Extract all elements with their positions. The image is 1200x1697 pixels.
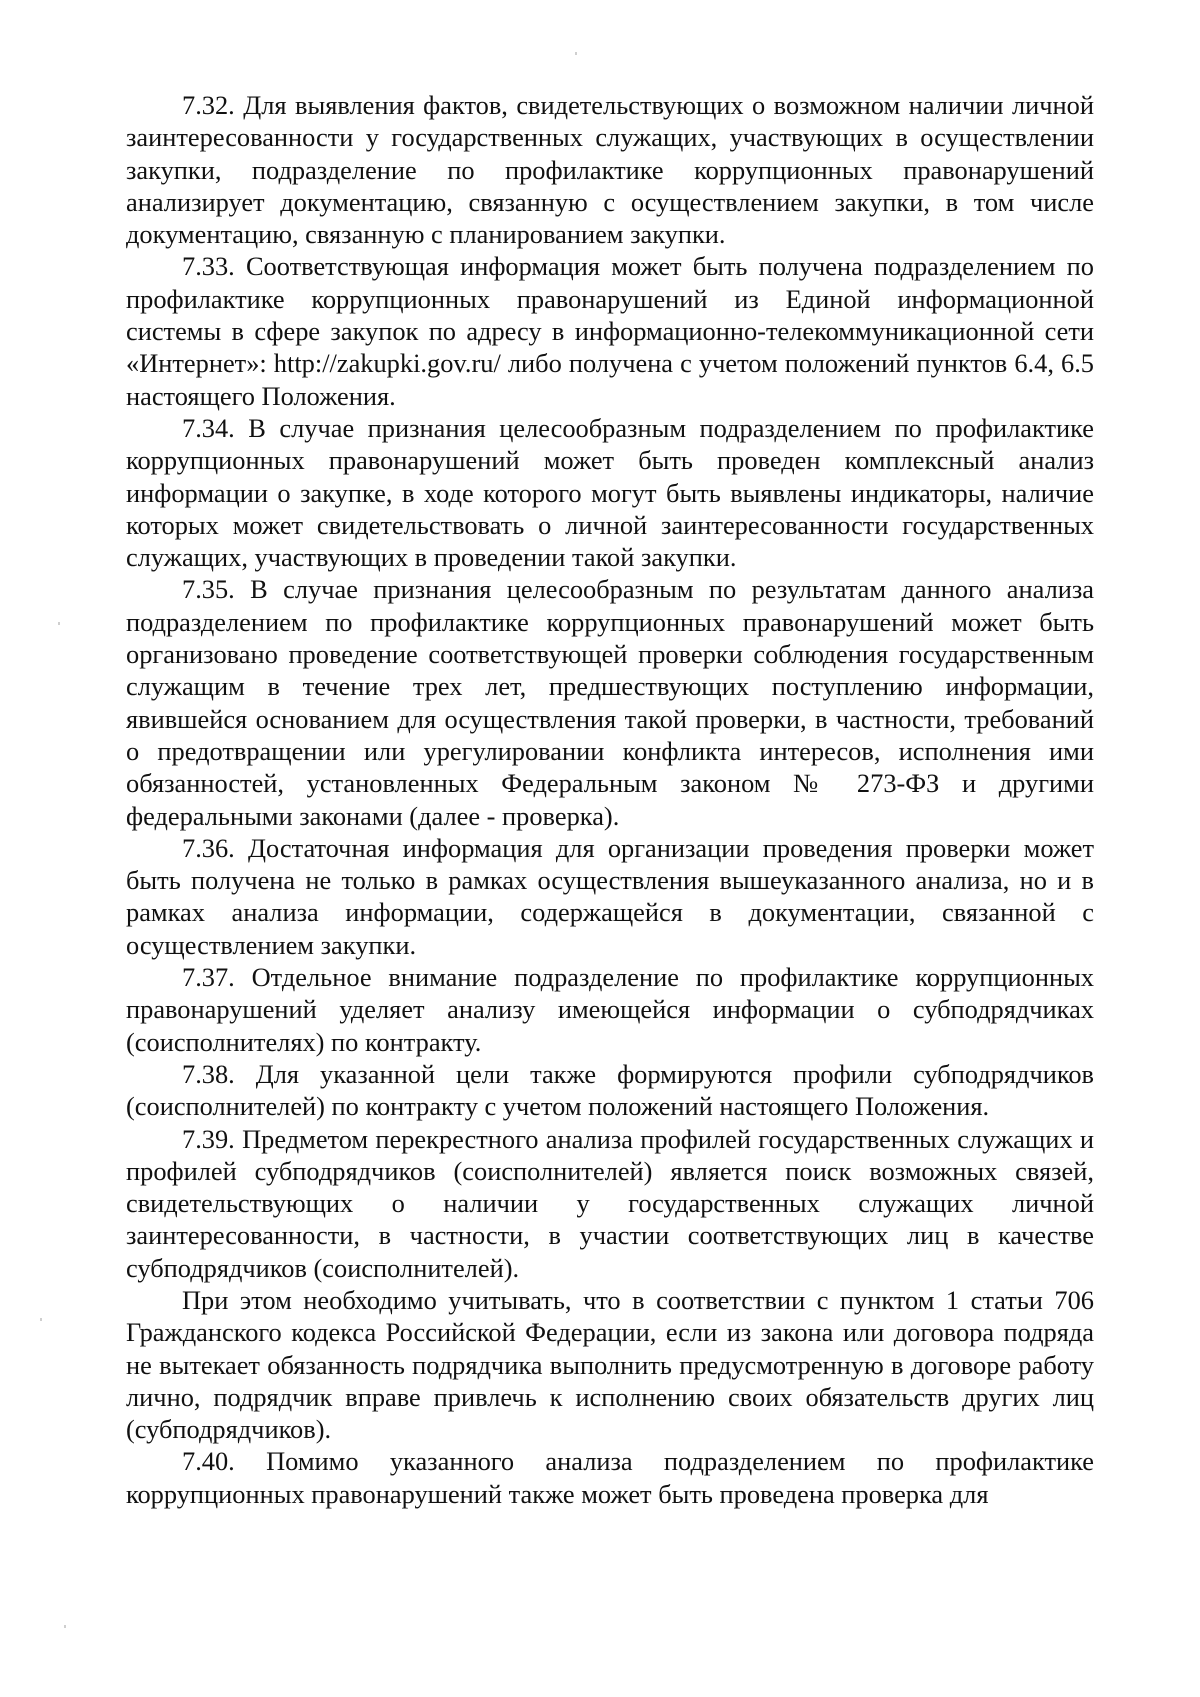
scan-speck: [575, 52, 577, 55]
paragraph-7-34: 7.34. В случае признания целесообразным подразделением по профилактике коррупционных правонарушений может быть проведен комплексный анализ информации о закупке, в ходе которого могут быть выявлены индикаторы, наличие которых может свидетельствовать о личной заинтересованности государственных служащих, участвующих в проведении такой закупки.: [126, 412, 1094, 573]
scan-speck: [58, 622, 60, 625]
scan-speck: [40, 1318, 42, 1321]
paragraph-7-39: 7.39. Предметом перекрестного анализа профилей государственных служащих и профилей субподрядчиков (соисполнителей) является поиск возможных связей, свидетельствующих о наличии у государственных служащих личной заинтересованности, в частности, в участии соответствующих лиц в качестве субподрядчиков (соисполнителей).: [126, 1123, 1094, 1283]
paragraph-7-37: 7.37. Отдельное внимание подразделение по профилактике коррупционных правонарушений уделяет анализу имеющейся информации о субподрядчиках (соисполнителях) по контракту.: [126, 962, 1094, 1057]
paragraph-7-36: 7.36. Достаточная информация для организации проведения проверки может быть получена не только в рамках осуществления вышеуказанного анализа, но и в рамках анализа информации, содержащейся в документации, связанной с осуществлением закупки.: [126, 832, 1094, 960]
paragraph-7-35: 7.35. В случае признания целесообразным по результатам данного анализа подразделением по профилактике коррупционных правонарушений может быть организовано проведение соответствующей проверки соблюдения государственным служащим в течение трех лет, предшествующих поступлению информации, явившейся основанием для осуществления такой проверки, в частности, требований о предотвращении или урегулировании конфликта интересов, исполнения ими обязанностей, установленных Федеральным законом № 273-ФЗ и другими федеральными законами (далее - проверка).: [126, 574, 1094, 831]
paragraph-7-40: 7.40. Помимо указанного анализа подразделением по профилактике коррупционных правонарушений также может быть проведена проверка для: [126, 1446, 1094, 1509]
paragraph-7-32: 7.32. Для выявления фактов, свидетельствующих о возможном наличии личной заинтересованности у государственных служащих, участвующих в осуществлении закупки, подразделение по профилактике коррупционных правонарушений анализирует документацию, связанную с осуществлением закупки, в том числе документацию, связанную с планированием закупки.: [126, 90, 1094, 250]
paragraph-7-38: 7.38. Для указанной цели также формируются профили субподрядчиков (соисполнителей) по контракту с учетом положений настоящего Положения.: [126, 1058, 1094, 1122]
document-body: [126, 89, 1094, 1510]
paragraph-civil-code-note: При этом необходимо учитывать, что в соответствии с пунктом 1 статьи 706 Гражданского кодекса Российской Федерации, если из закона или договора подряда не вытекает обязанность подрядчика выполнить предусмотренную в договоре работу лично, подрядчик вправе привлечь к исполнению своих обязательств других лиц (субподрядчиков).: [126, 1284, 1094, 1445]
paragraph-7-33: 7.33. Соответствующая информация может быть получена подразделением по профилактике коррупционных правонарушений из Единой информационной системы в сфере закупок по адресу в информационно-телекоммуникационной сети «Интернет»: http://zakupki.gov.ru/ либо получена с учетом положений пунктов 6.4, 6.5 настоящего Положения.: [126, 251, 1094, 411]
scan-speck: [64, 1625, 66, 1628]
